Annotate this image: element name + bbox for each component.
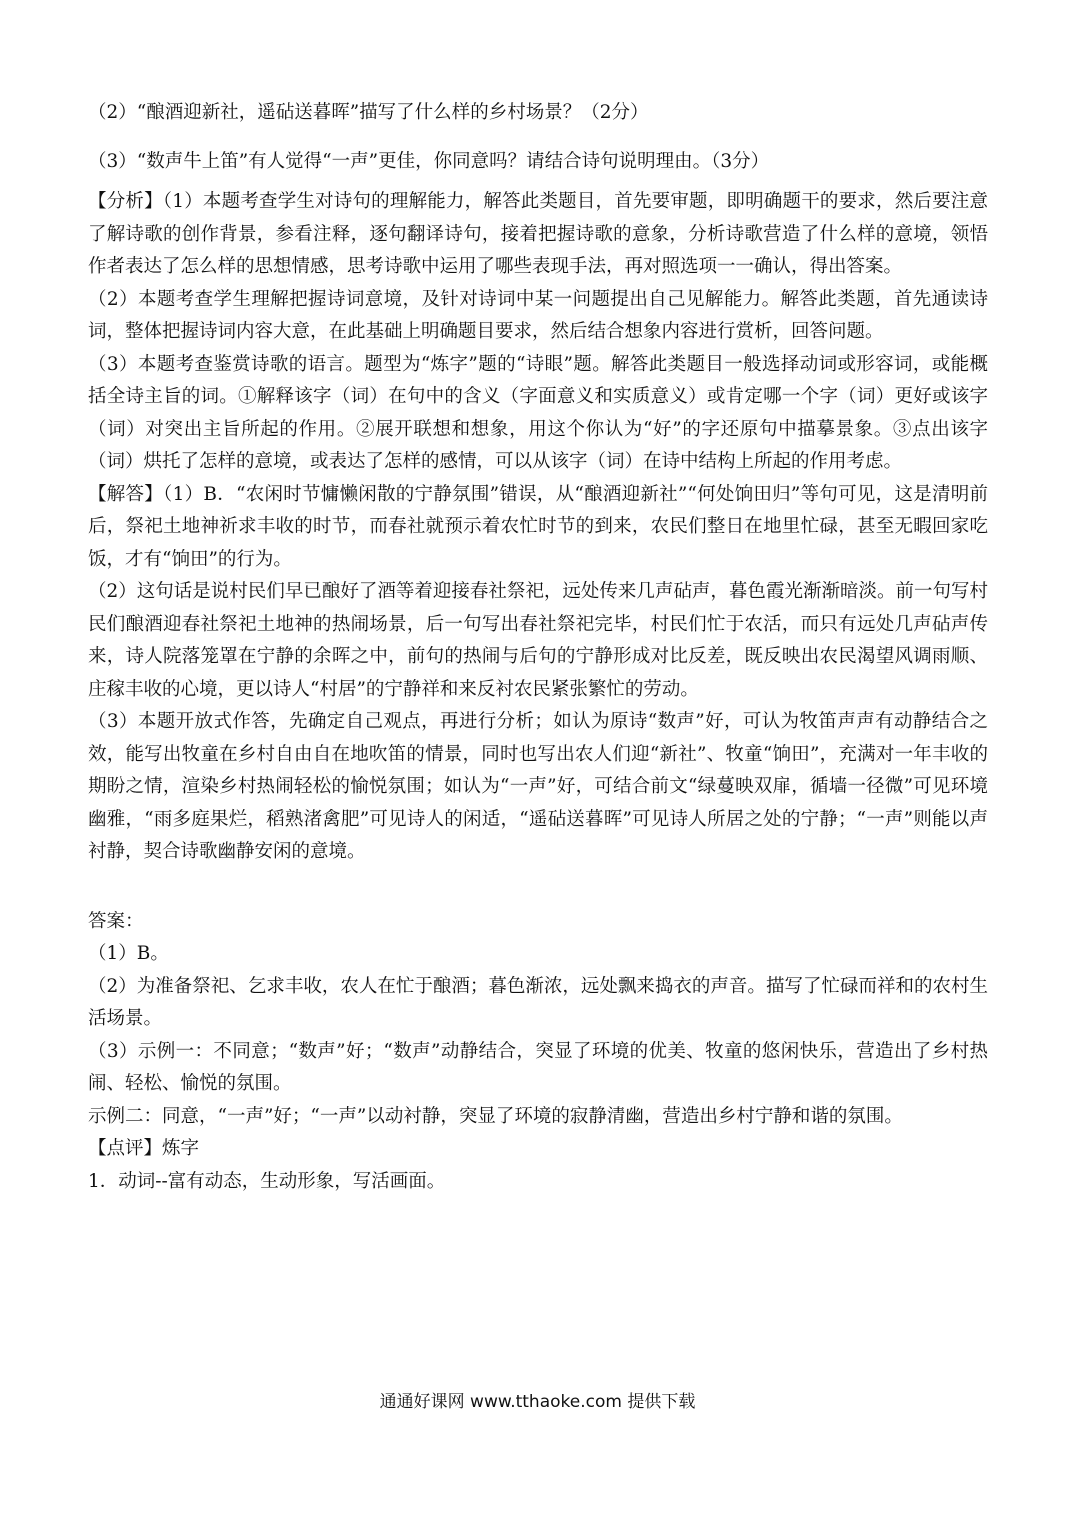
analysis-paragraph-3: （3）本题考查鉴赏诗歌的语言。题型为“炼字”题的“诗眼”题。解答此类题目一般选择动词或形容词，或能概括全诗主旨的词。①解释该字（词）在句中的含义（字面意义和实质意义）或肯定哪一个字（词）更好或该字（词）对突出主旨所起的作用。②展开联想和想象，用这个你认为“好”的字还原句中描摹景象。③点出该字（词）烘托了怎样的意境，或表达了怎样的感情，可以从该字（词）在诗中结构上所起的作用考虑。 xyxy=(88,353,988,472)
answer-2: （2）为准备祭祀、乞求丰收，农人在忙于酿酒；暮色渐浓，远处飘来捣衣的声音。描写了忙碌而祥和的农村生活场景。 xyxy=(88,975,988,1029)
footer-suffix: 提供下载 xyxy=(621,1392,696,1412)
solution-paragraph-1: 【解答】（1）B．“农闲时节慵懒闲散的宁静氛围”错误，从“酿酒迎新社”“何处饷田归”等句可见，这是清明前后，祭祀土地神祈求丰收的时节，而春社就预示着农忙时节的到来，农民们整日在地里忙碌，甚至无暇回家吃饭，才有“饷田”的行为。 xyxy=(88,483,988,570)
question-2: （2）“酿酒迎新社，遥砧送暮晖”描写了什么样的乡村场景？（2分） xyxy=(88,102,649,123)
analysis-paragraph-2: （2）本题考查学生理解把握诗词意境，及针对诗词中某一问题提出自己见解能力。解答此类题，首先通读诗词，整体把握诗词内容大意，在此基础上明确题目要求，然后结合想象内容进行赏析，回答问题。 xyxy=(88,288,988,342)
solution-paragraph-2: （2）这句话是说村民们早已酿好了酒等着迎接春社祭祀，远处传来几声砧声，暮色霞光渐渐暗淡。前一句写村民们酿酒迎春社祭祀土地神的热闹场景，后一句写出春社祭祀完毕，村民们忙于农活，而只有远处几声砧声传来，诗人院落笼罩在宁静的余晖之中，前句的热闹与后句的宁静形成对比反差，既反映出农民渴望风调雨顺、庄稼丰收的心境，更以诗人“村居”的宁静祥和来反衬农民紧张繁忙的劳动。 xyxy=(88,581,988,700)
review-title: 【点评】炼字 xyxy=(88,1138,200,1159)
answer-3-example-1: （3）示例一：不同意；“数声”好；“数声”动静结合，突显了环境的优美、牧童的悠闲快乐，营造出了乡村热闹、轻松、愉悦的氛围。 xyxy=(88,1040,988,1094)
spacer xyxy=(88,869,988,906)
answer-1: （1）B。 xyxy=(88,943,169,964)
footer-url: www.tthaoke.com xyxy=(470,1392,622,1412)
page-footer xyxy=(0,1390,1075,1414)
solution-paragraph-3: （3）本题开放式作答，先确定自己观点，再进行分析；如认为原诗“数声”好，可认为牧笛声声有动静结合之效，能写出牧童在乡村自由自在地吹笛的情景，同时也写出农人们迎“新社”、牧童“饷田”，充满对一年丰收的期盼之情，渲染乡村热闹轻松的愉悦氛围；如认为“一声”好，可结合前文“绿蔓映双扉，循墙一径微”可见环境幽雅，“雨多庭果烂，稻熟渚禽肥”可见诗人的闲适，“遥砧送暮晖”可见诗人所居之处的宁静；“一声”则能以声衬静，契合诗歌幽静安闲的意境。 xyxy=(88,711,988,862)
analysis-paragraph-1: 【分析】（1）本题考查学生对诗句的理解能力，解答此类题目，首先要审题，即明确题干的要求，然后要注意了解诗歌的创作背景，参看注释，逐句翻译诗句，接着把握诗歌的意象，分析诗歌营造了什么样的意境，领悟作者表达了怎么样的思想情感，思考诗歌中运用了哪些表现手法，再对照选项一一确认，得出答案。 xyxy=(88,191,988,277)
answers-title: 答案： xyxy=(88,910,144,932)
question-3: （3）“数声牛上笛”有人觉得“一声”更佳，你同意吗？请结合诗句说明理由。（3分） xyxy=(88,151,770,172)
analysis-and-answer-block xyxy=(88,186,988,1198)
answer-3-example-2: 示例二：同意，“一声”好；“一声”以动衬静，突显了环境的寂静清幽，营造出乡村宁静和谐的氛围。 xyxy=(88,1105,903,1127)
review-item-1: 1．动词--富有动态，生动形象，写活画面。 xyxy=(88,1170,446,1192)
footer-prefix: 通通好课网 xyxy=(379,1392,471,1412)
